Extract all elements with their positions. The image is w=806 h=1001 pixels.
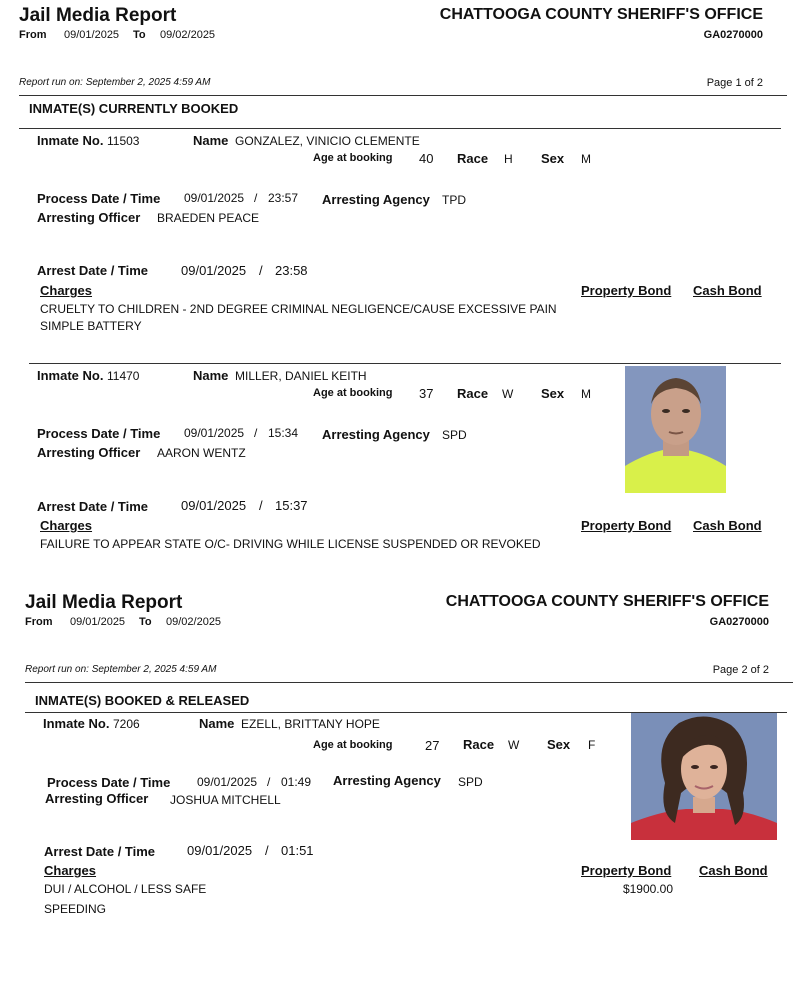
- arrest-time: 01:51: [281, 843, 314, 858]
- inmate-no-label: Inmate No.: [43, 716, 110, 731]
- officer-value: BRAEDEN PEACE: [157, 211, 260, 225]
- to-label: To: [139, 616, 152, 628]
- agency-value: TPD: [442, 193, 466, 207]
- process-date: 09/01/2025: [197, 775, 258, 789]
- from-date: 09/01/2025: [70, 616, 126, 628]
- report-title: Jail Media Report: [19, 5, 177, 26]
- age-value: 27: [425, 738, 440, 753]
- charge-item: CRUELTY TO CHILDREN - 2ND DEGREE CRIMINAL NEGLIGENCE/CAUSE EXCESSIVE PAIN: [40, 302, 557, 316]
- mugshot-image: [631, 713, 777, 840]
- process-time: 23:57: [268, 191, 299, 205]
- arrest-date: 09/01/2025: [181, 498, 247, 513]
- from-date: 09/01/2025: [64, 29, 120, 41]
- slash: /: [265, 843, 269, 858]
- charge-item: DUI / ALCOHOL / LESS SAFE: [44, 882, 207, 896]
- process-label: Process Date / Time: [37, 426, 161, 441]
- charge-item: SPEEDING: [44, 902, 107, 916]
- process-date: 09/01/2025: [184, 426, 245, 440]
- property-bond-label: Property Bond: [581, 863, 672, 878]
- process-label: Process Date / Time: [37, 191, 161, 206]
- office-name: CHATTOOGA COUNTY SHERIFF'S OFFICE: [439, 6, 763, 23]
- charges-label: Charges: [40, 283, 93, 298]
- race-label: Race: [463, 737, 495, 752]
- mugshot-photo: [631, 713, 777, 840]
- section-heading: INMATE(S) BOOKED & RELEASED: [35, 693, 250, 708]
- arrest-label: Arrest Date / Time: [37, 499, 149, 514]
- inmate-no-label: Inmate No.: [37, 368, 104, 383]
- officer-value: AARON WENTZ: [157, 446, 246, 460]
- property-bond-label: Property Bond: [581, 283, 672, 298]
- name-label: Name: [193, 133, 229, 148]
- inmate-no-value: 11470: [107, 369, 140, 383]
- agency-value: SPD: [458, 775, 483, 789]
- to-date: 09/02/2025: [166, 616, 222, 628]
- slash: /: [254, 426, 258, 440]
- section-heading: INMATE(S) CURRENTLY BOOKED: [29, 101, 239, 116]
- process-time: 01:49: [281, 775, 312, 789]
- arrest-label: Arrest Date / Time: [37, 263, 149, 278]
- name-label: Name: [193, 368, 229, 383]
- arrest-date: 09/01/2025: [181, 263, 247, 278]
- charge-item: SIMPLE BATTERY: [40, 319, 142, 333]
- agency-code: GA0270000: [709, 616, 769, 628]
- mugshot-image: [625, 366, 726, 493]
- name-value: MILLER, DANIEL KEITH: [235, 369, 367, 383]
- slash: /: [259, 498, 263, 513]
- race-label: Race: [457, 386, 489, 401]
- inmate-no-value: 11503: [107, 134, 140, 148]
- from-label: From: [19, 29, 47, 41]
- age-label: Age at booking: [313, 739, 393, 751]
- report-title: Jail Media Report: [25, 592, 183, 613]
- arrest-label: Arrest Date / Time: [44, 844, 156, 859]
- sex-label: Sex: [547, 737, 571, 752]
- agency-label: Arresting Agency: [322, 427, 430, 442]
- to-date: 09/02/2025: [160, 29, 216, 41]
- mugshot-photo: [625, 366, 726, 493]
- sex-label: Sex: [541, 386, 565, 401]
- sex-value: F: [588, 738, 596, 752]
- page-number: Page 2 of 2: [712, 664, 769, 676]
- divider: [25, 682, 793, 683]
- sex-label: Sex: [541, 151, 565, 166]
- sex-value: M: [581, 152, 591, 166]
- slash: /: [254, 191, 258, 205]
- sex-value: M: [581, 387, 591, 401]
- officer-label: Arresting Officer: [37, 210, 141, 225]
- agency-value: SPD: [442, 428, 467, 442]
- age-value: 40: [419, 151, 434, 166]
- name-value: EZELL, BRITTANY HOPE: [241, 717, 380, 731]
- arrest-time: 15:37: [275, 498, 308, 513]
- charges-label: Charges: [44, 863, 97, 878]
- to-label: To: [133, 29, 146, 41]
- agency-code: GA0270000: [703, 29, 763, 41]
- cash-bond-label: Cash Bond: [693, 283, 762, 298]
- process-date: 09/01/2025: [184, 191, 245, 205]
- inmate-no-label: Inmate No.: [37, 133, 104, 148]
- agency-label: Arresting Agency: [322, 192, 430, 207]
- process-label: Process Date / Time: [47, 775, 171, 790]
- slash: /: [267, 775, 271, 789]
- report-run-on: Report run on: September 2, 2025 4:59 AM: [25, 664, 217, 675]
- race-value: W: [502, 387, 514, 401]
- name-value: GONZALEZ, VINICIO CLEMENTE: [235, 134, 420, 148]
- charge-item: FAILURE TO APPEAR STATE O/C- DRIVING WHILE LICENSE SUSPENDED OR REVOKED: [40, 537, 541, 551]
- cash-bond-label: Cash Bond: [699, 863, 768, 878]
- inmate-no-value: 7206: [113, 717, 140, 731]
- name-label: Name: [199, 716, 235, 731]
- race-label: Race: [457, 151, 489, 166]
- arrest-date: 09/01/2025: [187, 843, 253, 858]
- agency-label: Arresting Agency: [333, 773, 441, 788]
- report-run-on: Report run on: September 2, 2025 4:59 AM: [19, 77, 211, 88]
- race-value: W: [508, 738, 520, 752]
- divider: [29, 363, 781, 364]
- officer-label: Arresting Officer: [45, 791, 149, 806]
- property-bond-label: Property Bond: [581, 518, 672, 533]
- age-label: Age at booking: [313, 387, 393, 399]
- arrest-time: 23:58: [275, 263, 308, 278]
- slash: /: [259, 263, 263, 278]
- officer-value: JOSHUA MITCHELL: [170, 793, 281, 807]
- officer-label: Arresting Officer: [37, 445, 141, 460]
- divider: [19, 95, 787, 96]
- cash-bond-label: Cash Bond: [693, 518, 762, 533]
- office-name: CHATTOOGA COUNTY SHERIFF'S OFFICE: [445, 593, 769, 610]
- age-label: Age at booking: [313, 152, 393, 164]
- age-value: 37: [419, 386, 434, 401]
- divider: [19, 128, 781, 129]
- property-bond-value: $1900.00: [622, 882, 673, 896]
- from-label: From: [25, 616, 53, 628]
- race-value: H: [504, 152, 513, 166]
- process-time: 15:34: [268, 426, 299, 440]
- page-number: Page 1 of 2: [706, 77, 763, 89]
- charges-label: Charges: [40, 518, 93, 533]
